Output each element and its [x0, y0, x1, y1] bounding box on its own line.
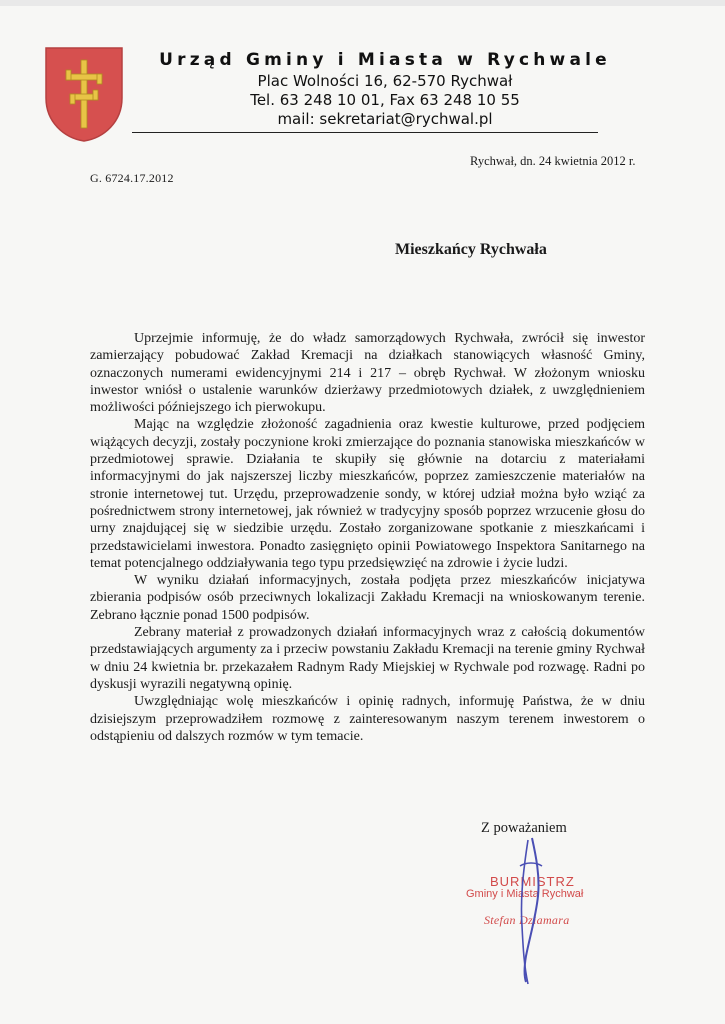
paragraph: W wyniku działań informacyjnych, została podjęta przez mieszkańców inicjatywa zbierania podpisów osób przeciwnych lokalizacji Zakładu Kremacji na wnioskowanym terenie. Zebrano łącznie ponad 1500 podpisów. — [90, 573, 645, 623]
stamp-subtitle: Gminy i Miasta Rychwał — [466, 888, 584, 900]
stamp-title: BURMISTRZ — [490, 874, 575, 889]
paragraph: Zebrany materiał z prowadzonych działań informacyjnych wraz z całością dokumentów przedstawiających argumenty za i przeciw powstaniu Zakładu Kremacji na terenie gminy Rychwał w dniu 24 kwietnia br. przekazałem Radnym Rady Miejskiej w Rychwale pod rozwagę. Radni po dyskusji wyrazili negatywną opinię. — [90, 625, 645, 692]
recipient: Mieszkańcy Rychwała — [395, 241, 547, 258]
stamp-name: Stefan Dziamara — [484, 913, 570, 927]
letterhead-divider — [132, 132, 598, 133]
paragraph: Uprzejmie informuję, że do władz samorządowych Rychwała, zwrócił się inwestor zamierzający pobudować Zakład Kremacji na działkach stanowiących własność Gminy, oznaczonych numerami ewidencyjnymi 214 i 217 – obręb Rychwał. W złożonym wniosku inwestor wniósł o ustalenie warunków dzierżawy przedmiotowych działek, z uwzględnieniem możliwości późniejszego ich pierwokupu. — [90, 331, 645, 416]
coat-of-arms-icon — [44, 46, 124, 142]
letter-date: Rychwał, dn. 24 kwietnia 2012 r. — [470, 154, 636, 168]
reference-number: G. 6724.17.2012 — [90, 171, 174, 185]
letterhead — [130, 48, 640, 129]
scan-top-edge — [0, 0, 725, 6]
closing-salutation: Z poważaniem — [481, 820, 567, 836]
office-phone: Tel. 63 248 10 01, Fax 63 248 10 55 — [250, 91, 520, 109]
office-name: Urząd Gminy i Miasta w Rychwale — [159, 50, 611, 70]
handwritten-signature — [440, 836, 640, 986]
coat-of-arms — [44, 46, 124, 142]
letter-body — [90, 330, 645, 745]
paragraph: Mając na względzie złożoność zagadnienia oraz kwestie kulturowe, przed podjęciem wiążących decyzji, zostały poczynione kroki zmierzające do poznania stanowiska mieszkańców w przedmiotowej sprawie. Działania te skupiły się głównie na dotarciu z materiałami informacyjnymi do jak najszerszej liczby mieszkańców, poprzez zamieszczenie materiałów na stronie internetowej tut. Urzędu, przeprowadzenie sondy, w której udział można było wziąć za pośrednictwem strony internetowej, jak również w tradycyjny sposób poprzez wrzucenie głosu do urny znajdującej się w siedzibie urzędu. Zostało zorganizowane spotkanie z mieszkańcami i przedstawicielami inwestora. Ponadto zasięgnięto opinii Powiatowego Inspektora Sanitarnego na temat potencjalnego oddziaływania tego typu przedsięwzięć na zdrowie i życie ludzi. — [90, 417, 645, 571]
office-address: Plac Wolności 16, 62-570 Rychwał — [257, 72, 513, 90]
office-email: mail: sekretariat@rychwal.pl — [277, 110, 493, 128]
paragraph: Uwzględniając wolę mieszkańców i opinię radnych, informuję Państwa, że w dniu dzisiejszym przeprowadziłem rozmowę z zainteresowanym naszym terenem inwestorem o odstąpieniu od dalszych rozmów w tym temacie. — [90, 694, 645, 744]
